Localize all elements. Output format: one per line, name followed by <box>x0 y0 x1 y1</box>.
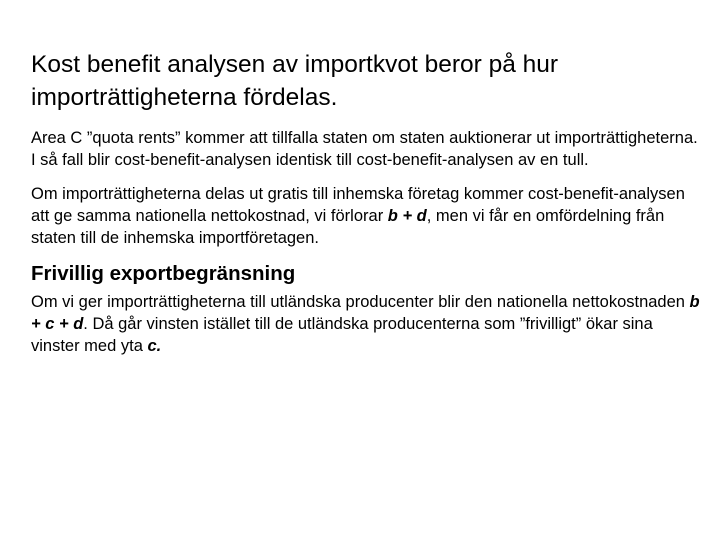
paragraph-foreign-producers-emphasis-2: c. <box>147 337 162 355</box>
paragraph-foreign-producers-emphasis-1: b + c + d <box>31 293 700 333</box>
paragraph-free-rights-text-before: Om importrättigheterna delas ut gratis till inhemska företag kommer cost-benefit-analysen att ge samma nationella nettokostnad, vi förlorar <box>31 185 685 225</box>
slide-title-line-2: importrättigheterna fördelas. <box>31 84 338 111</box>
slide-title <box>31 48 701 114</box>
paragraph-free-rights <box>31 183 701 249</box>
slide-title-line-1: Kost benefit analysen av importkvot beror på hur <box>31 51 559 78</box>
paragraph-free-rights-text-after: , men vi får en omfördelning från staten till de inhemska importföretagen. <box>31 207 665 247</box>
slide-content <box>31 48 701 357</box>
paragraph-foreign-producers-text-before: Om vi ger importrättigheterna till utländska producenter blir den nationella nettokostnaden <box>31 293 690 311</box>
section-heading-voluntary-export: Frivillig exportbegränsning <box>31 262 296 285</box>
paragraph-free-rights-emphasis: b + d <box>387 207 427 225</box>
paragraph-foreign-producers <box>31 291 701 357</box>
paragraph-quota-rents: Area C ”quota rents” kommer att tillfalla staten om staten auktionerar ut importrättigheterna. I så fall blir cost-benefit-analysen identisk till cost-benefit-analysen av en tull. <box>31 129 698 169</box>
paragraph-foreign-producers-text-middle: . Då går vinsten istället till de utländska producenterna som ”frivilligt” ökar sina vinster med yta <box>31 315 653 355</box>
